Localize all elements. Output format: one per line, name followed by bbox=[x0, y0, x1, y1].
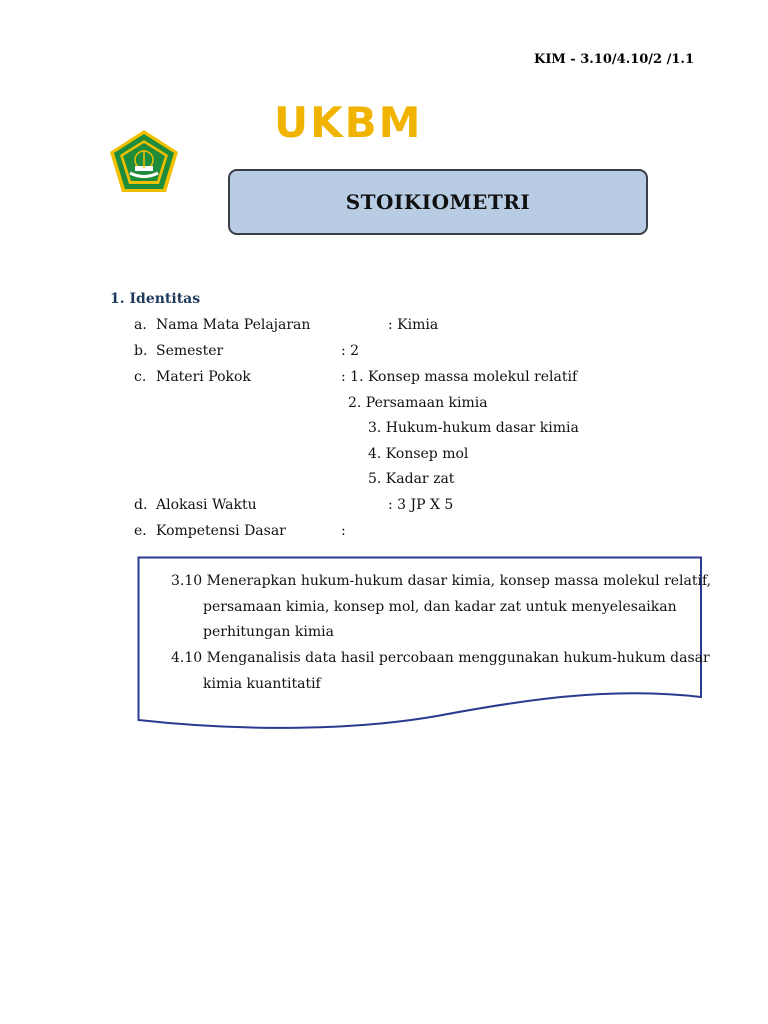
row-label: Nama Mata Pelajaran bbox=[156, 317, 311, 333]
title-box bbox=[228, 169, 648, 235]
row-letter: b. bbox=[134, 343, 148, 359]
competence-line: 4.10 Menganalisis data hasil percobaan menggunakan hukum-hukum dasar bbox=[171, 650, 710, 666]
row-value: : 3 JP X 5 bbox=[388, 497, 454, 513]
section-heading-identitas: 1. Identitas bbox=[110, 291, 201, 307]
competence-line: 3.10 Menerapkan hukum-hukum dasar kimia, konsep massa molekul relatif, bbox=[171, 573, 712, 589]
topic-item: 5. Kadar zat bbox=[368, 471, 455, 487]
competence-line: kimia kuantitatif bbox=[203, 676, 321, 692]
competence-line: perhitungan kimia bbox=[203, 624, 334, 640]
topic-item: 4. Konsep mol bbox=[368, 446, 469, 462]
row-value: : Kimia bbox=[388, 317, 439, 333]
competence-line: persamaan kimia, konsep mol, dan kadar zat untuk menyelesaikan bbox=[203, 599, 677, 615]
document-title: STOIKIOMETRI bbox=[345, 190, 531, 214]
topic-item: 2. Persamaan kimia bbox=[348, 395, 488, 411]
ministry-emblem-icon bbox=[108, 128, 180, 194]
row-letter: c. bbox=[134, 369, 147, 385]
row-label: Alokasi Waktu bbox=[156, 497, 257, 513]
row-letter: e. bbox=[134, 523, 147, 539]
row-label: Materi Pokok bbox=[156, 369, 251, 385]
document-code: KIM - 3.10/4.10/2 /1.1 bbox=[534, 52, 694, 67]
basic-competence-box bbox=[137, 556, 712, 736]
row-value: : 1. Konsep massa molekul relatif bbox=[341, 369, 578, 385]
row-label: Kompetensi Dasar bbox=[156, 523, 286, 539]
row-label: Semester bbox=[156, 343, 224, 359]
topic-item: 3. Hukum-hukum dasar kimia bbox=[368, 420, 579, 436]
row-value: : 2 bbox=[341, 343, 360, 359]
brand-title: UKBM bbox=[274, 98, 423, 147]
row-letter: a. bbox=[134, 317, 147, 333]
row-value: : bbox=[341, 523, 346, 539]
row-letter: d. bbox=[134, 497, 148, 513]
